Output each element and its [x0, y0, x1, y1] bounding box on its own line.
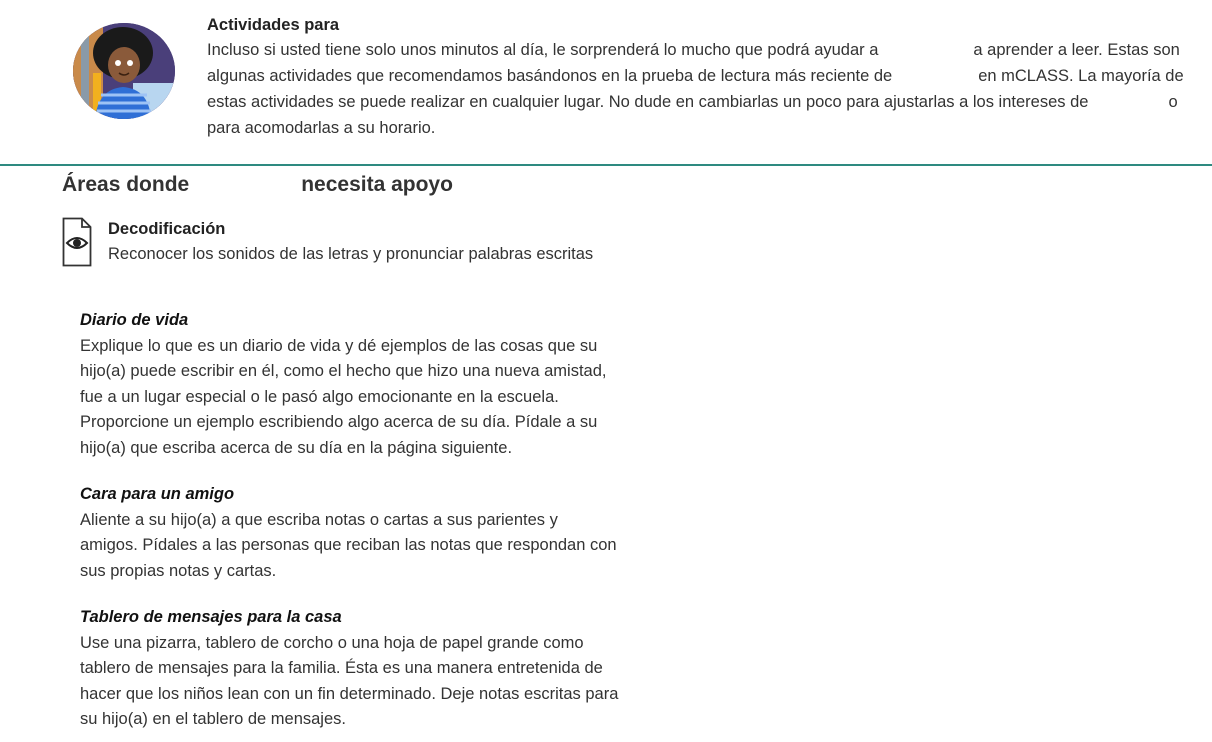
- child-avatar: [73, 23, 175, 119]
- document-eye-icon: [62, 217, 92, 272]
- skill-name: Decodificación: [108, 220, 226, 238]
- intro-text-1: Incluso si usted tiene solo unos minutos al día, le sorprenderá lo mucho que podrá ayudar a: [207, 41, 879, 59]
- intro-paragraph: [207, 37, 1212, 141]
- areas-title-start: Áreas donde: [62, 173, 190, 196]
- activity-title: Diario de vida: [80, 311, 189, 329]
- intro-title: Actividades para: [207, 16, 340, 34]
- intro-text-4: o para acomodarlas a su horario.: [207, 93, 1178, 137]
- activity-title: Cara para un amigo: [80, 485, 235, 503]
- areas-title: [62, 173, 453, 197]
- areas-title-end: necesita apoyo: [301, 173, 453, 196]
- skill-description: Reconocer los sonidos de las letras y pronunciar palabras escritas: [108, 245, 594, 263]
- activity-text: Use una pizarra, tablero de corcho o una hoja de papel grande como tablero de mensajes para la familia. Ésta es una manera entretenida de hacer que los niños lean con un fin determinado. Deje notas escritas para su hijo(a) en el tablero de mensajes.: [80, 633, 619, 729]
- section-divider: [0, 164, 1212, 166]
- activity-text: Explique lo que es un diario de vida y dé ejemplos de las cosas que su hijo(a) puede escribir en él, como el hecho que hizo una nueva amistad, fue a un lugar especial o le pasó algo emocionante en la escuela. Proporcione un ejemplo escribiendo algo acerca de su día. Pídale a su hijo(a) que escriba acerca de su día en la página siguiente.: [80, 336, 607, 457]
- activity-item: [80, 482, 620, 584]
- activity-title: Tablero de mensajes para la casa: [80, 608, 342, 626]
- intro-text-3: en mCLASS. La mayoría de estas actividades se puede realizar en cualquier lugar. No dude en cambiarlas un poco para ajustarlas a los intereses de: [207, 67, 1184, 111]
- activity-item: [80, 605, 620, 733]
- activity-item: [80, 308, 620, 462]
- intro-text-2: a aprender a leer. Estas son algunas actividades que recomendamos basándonos en la prueba de lectura más reciente de: [207, 41, 1180, 85]
- intro-section: [207, 13, 1212, 141]
- activity-text: Aliente a su hijo(a) a que escriba notas o cartas a sus parientes y amigos. Pídales a las personas que reciban las notas que respondan con sus propias notas y cartas.: [80, 510, 617, 580]
- skill-item: [108, 217, 593, 267]
